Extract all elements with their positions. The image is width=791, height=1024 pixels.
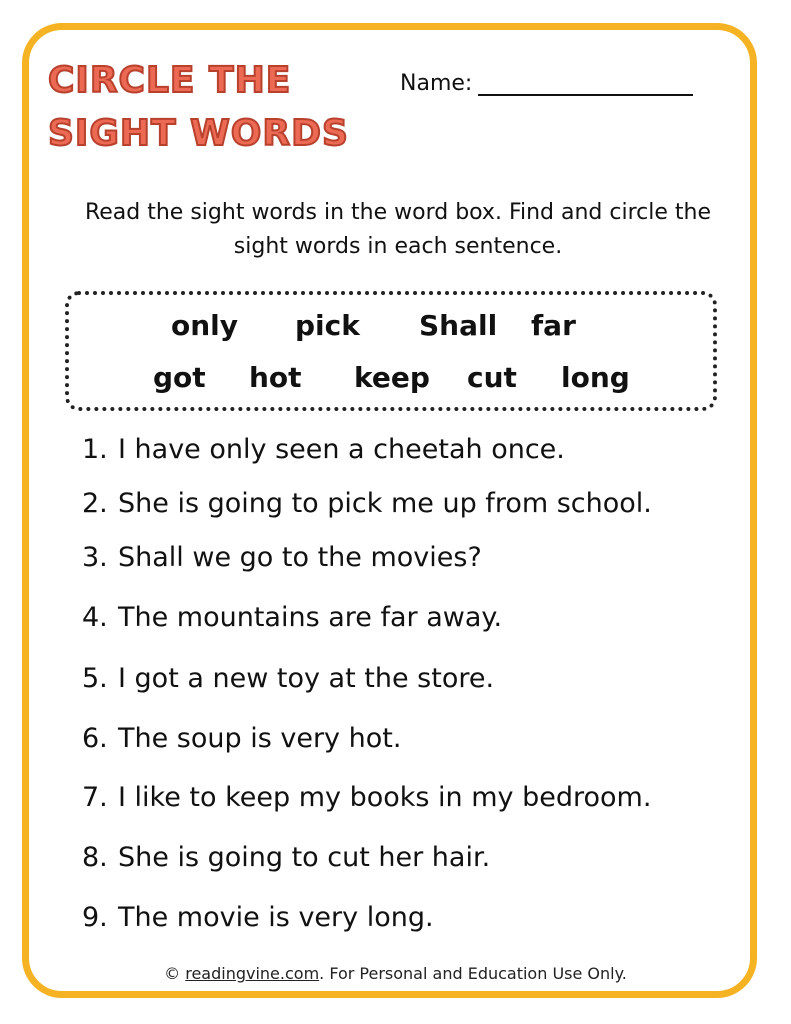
sentence-item [82, 663, 494, 694]
sentence-item [82, 434, 565, 465]
sentence-text: She is going to pick me up from school. [118, 488, 652, 519]
sentence-number: 2. [82, 488, 108, 519]
sentence-item [82, 902, 434, 933]
sentence-text: I have only seen a cheetah once. [118, 434, 565, 465]
word-pick: pick [295, 309, 360, 342]
sentence-text: She is going to cut her hair. [118, 842, 491, 873]
title-line-2: SIGHT WORDS [48, 113, 349, 154]
sentence-number: 4. [82, 602, 108, 633]
sentence-item [82, 723, 401, 754]
title-line-1: CIRCLE THE [48, 60, 292, 101]
footer [0, 964, 791, 983]
readingvine-link[interactable]: readingvine.com [185, 964, 320, 983]
instructions: Read the sight words in the word box. Find and circle the sight words in each sentence. [84, 200, 712, 259]
word-keep: keep [354, 361, 430, 394]
sentence-text: Shall we go to the movies? [118, 542, 482, 573]
word-hot: hot [249, 361, 302, 394]
sentence-text: I got a new toy at the store. [118, 663, 495, 694]
word-only: only [171, 309, 239, 342]
sentence-text: I like to keep my books in my bedroom. [118, 782, 652, 813]
sentence-item [82, 542, 482, 573]
sentence-item [82, 488, 652, 519]
sentence-number: 7. [82, 782, 108, 813]
sentence-number: 3. [82, 542, 108, 573]
name-label: Name: [400, 71, 473, 96]
sentence-number: 9. [82, 902, 108, 933]
worksheet-title [48, 54, 349, 160]
word-got: got [153, 361, 206, 394]
word-cut: cut [467, 361, 517, 394]
copyright-symbol: © [164, 964, 181, 983]
word-far: far [531, 309, 576, 342]
sentence-item [82, 842, 490, 873]
sentence-text: The mountains are far away. [118, 602, 503, 633]
sentence-number: 6. [82, 723, 108, 754]
sentence-number: 8. [82, 842, 108, 873]
word-box [65, 291, 717, 411]
sentence-item [82, 782, 651, 813]
sentence-number: 1. [82, 434, 108, 465]
footer-notice: . For Personal and Education Use Only. [319, 964, 627, 983]
sentence-text: The movie is very long. [118, 902, 434, 933]
word-shall: Shall [419, 309, 498, 342]
name-blank-line [478, 70, 693, 96]
name-field [400, 70, 693, 96]
sentence-item [82, 602, 502, 633]
sentence-text: The soup is very hot. [118, 723, 402, 754]
word-long: long [561, 361, 630, 394]
sentence-number: 5. [82, 663, 108, 694]
